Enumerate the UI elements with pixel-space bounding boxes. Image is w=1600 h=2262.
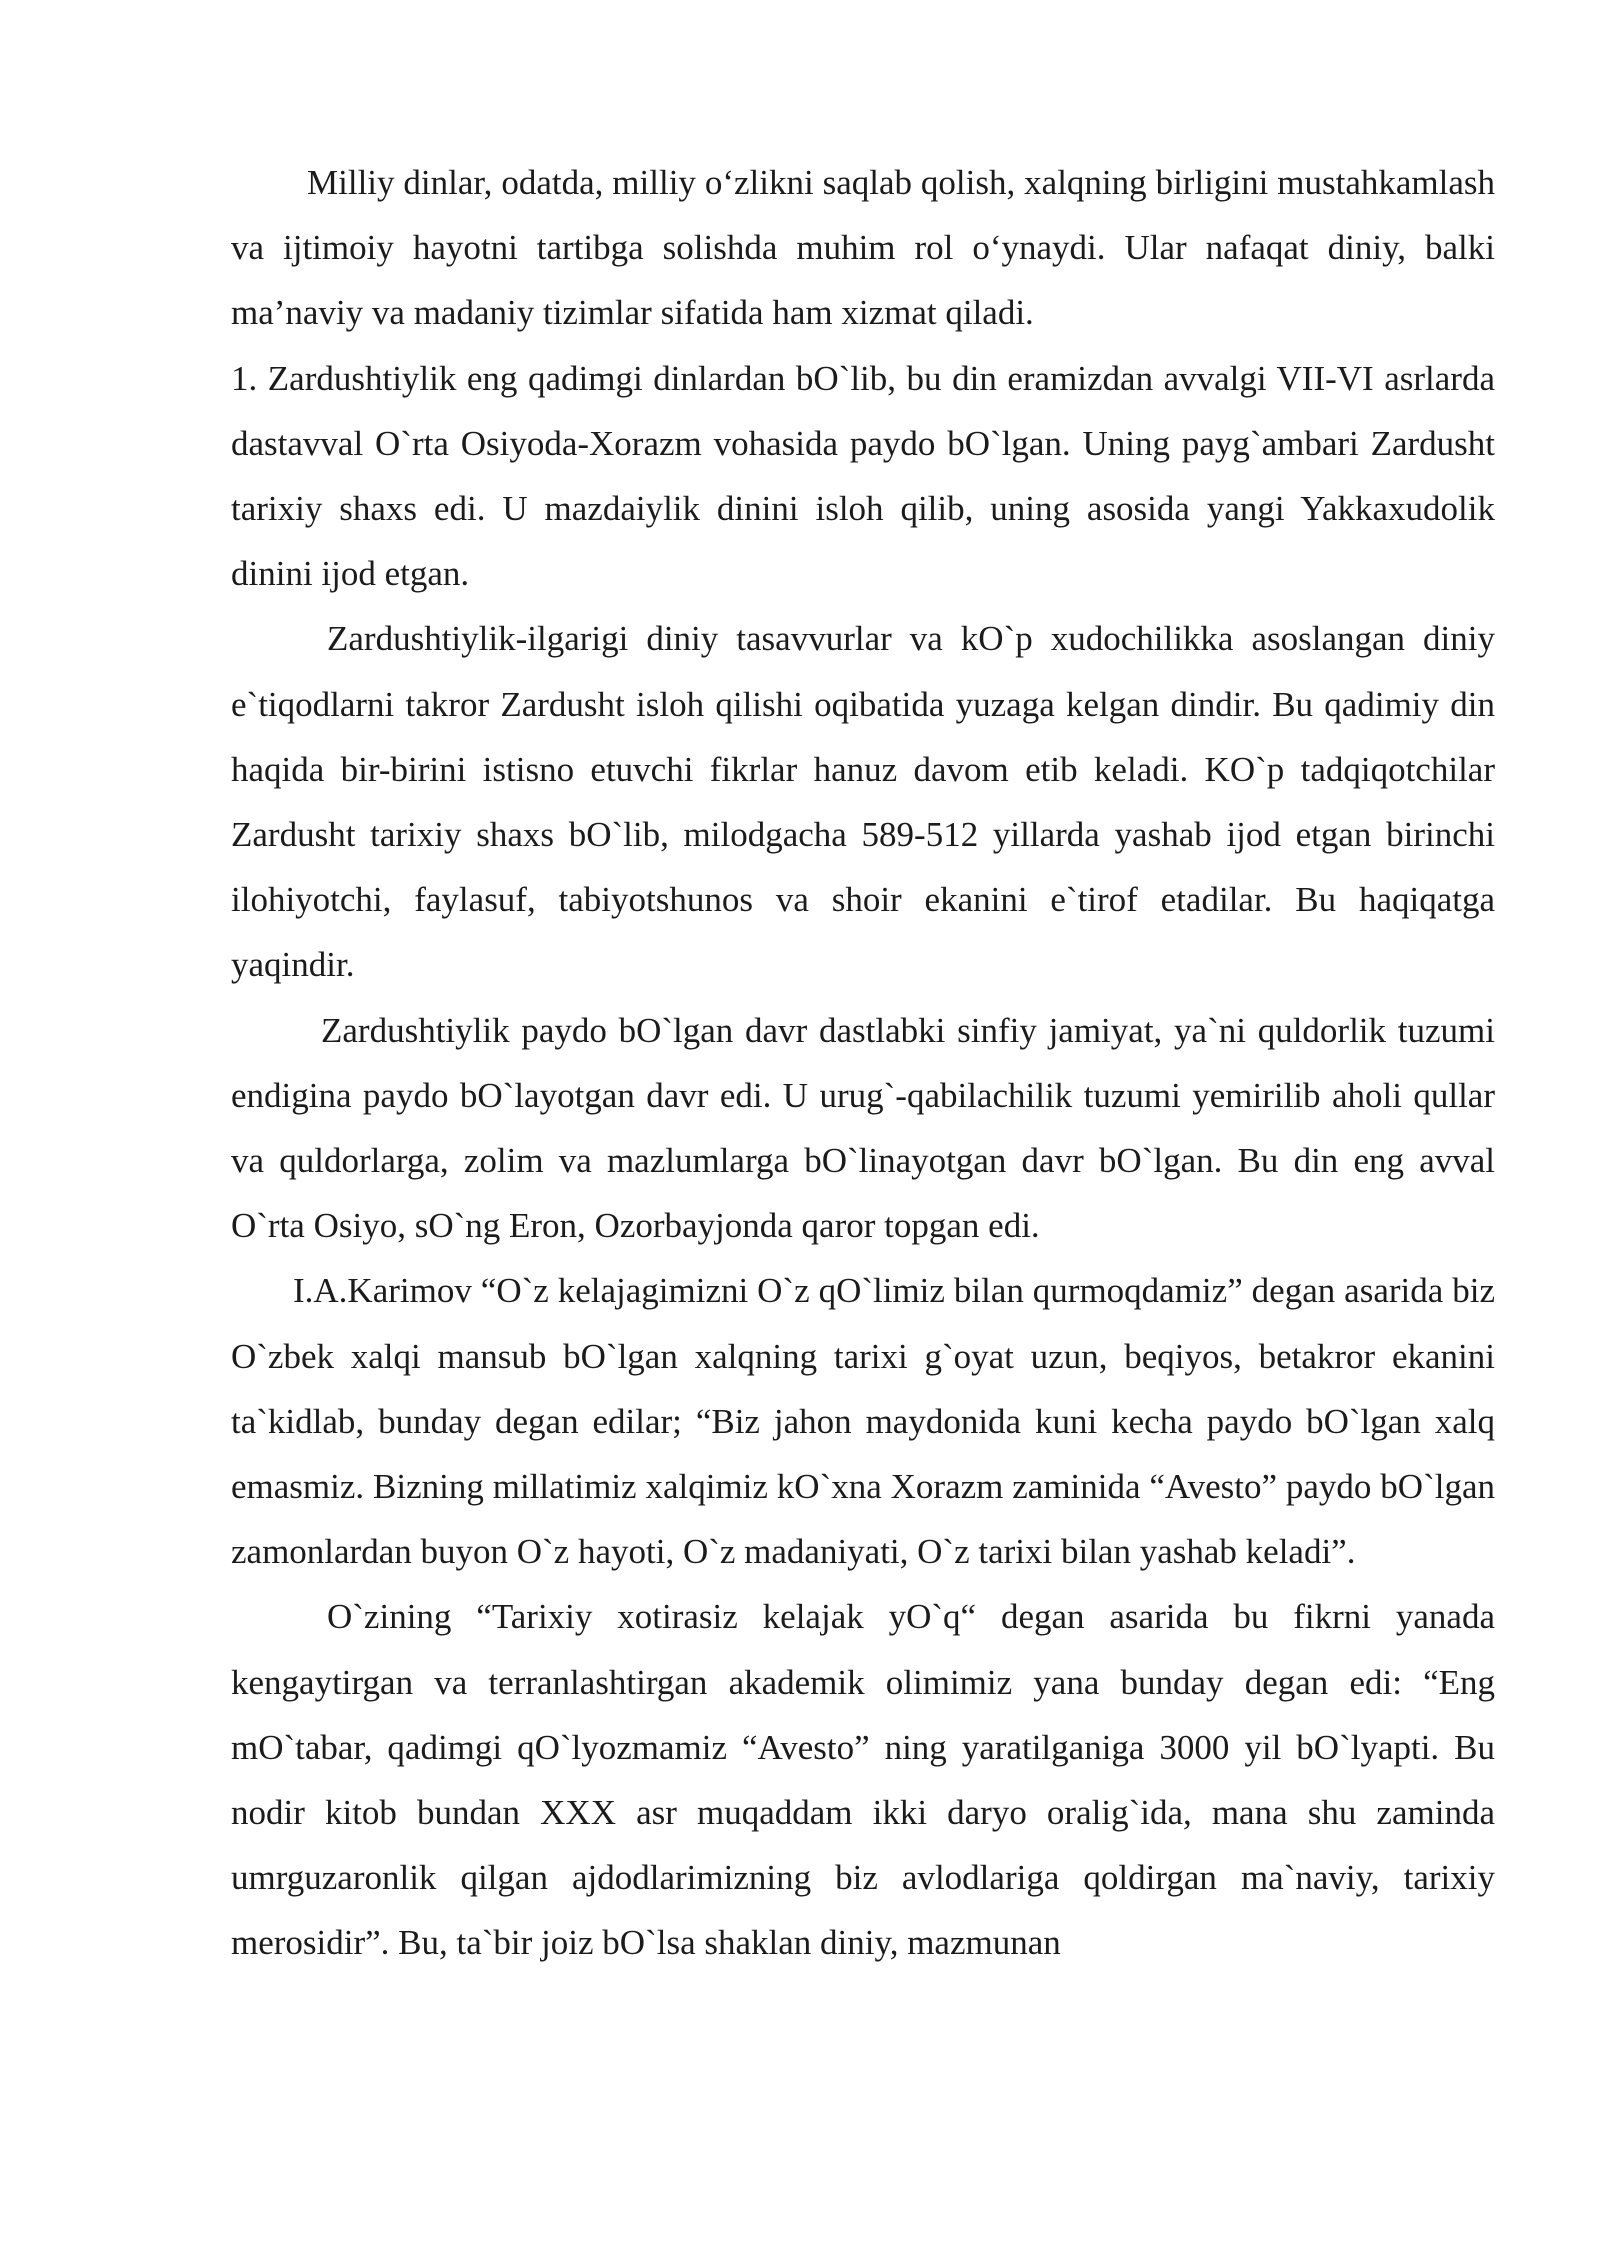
paragraph-avesto-heritage: O`zining “Tarixiy xotirasiz kelajak yO`q“ degan asarida bu fikrni yanada kengaytirgan va terranlashtirgan akademik olimimiz yana bunday degan edi: “Eng mO`tabar, qadimgi qO`lyozmamiz “Avesto” ning yaratilganiga 3000 yil bO`lyapti. Bu nodir kitob bundan XXX asr muqaddam ikki daryo oralig`ida, mana shu zaminda umrguzaronlik qilgan ajdodlarimizning biz avlodlariga qoldirgan ma`naviy, tarixiy merosidir”. Bu, ta`bir joiz bO`lsa shaklan diniy, mazmunan — [231, 1597, 1495, 1963]
paragraph-zoroastrianism-origin: 1. Zardushtiylik eng qadimgi dinlardan bO`lib, bu din eramizdan avvalgi VII-VI asrlarda dastavval O`rta Osiyoda-Xorazm vohasida paydo bO`lgan. Uning payg`ambari Zardusht tarixiy shaxs edi. U mazdaiylik dinini isloh qilib, uning asosida yangi Yakkaxudolik dinini ijod etgan. — [231, 358, 1495, 594]
paragraph-historical-period: Zardushtiylik paydo bO`lgan davr dastlabki sinfiy jamiyat, ya`ni quldorlik tuzumi endigina paydo bO`layotgan davr edi. U urug`-qabilachilik tuzumi yemirilib aholi qullar va quldorlarga, zolim va mazlumlarga bO`linayotgan davr bO`lgan. Bu din eng avval O`rta Osiyo, sO`ng Eron, Ozorbayjonda qaror topgan edi. — [231, 1010, 1495, 1246]
paragraph-national-religions: Milliy dinlar, odatda, milliy o‘zlikni saqlab qolish, xalqning birligini mustahkamlash va ijtimoiy hayotni tartibga solishda muhim rol o‘ynaydi. Ular nafaqat diniy, balki ma’naviy va madaniy tizimlar sifatida ham xizmat qiladi. — [231, 163, 1495, 333]
paragraph-zoroastrianism-reform: Zardushtiylik-ilgarigi diniy tasavvurlar va kO`p xudochilikka asoslangan diniy e`tiqodlarni takror Zardusht isloh qilishi oqibatida yuzaga kelgan dindir. Bu qadimiy din haqida bir-birini istisno etuvchi fikrlar hanuz davom etib keladi. KO`p tadqiqotchilar Zardusht tarixiy shaxs bO`lib, milodgacha 589-512 yillarda yashab ijod etgan birinchi ilohiyotchi, faylasuf, tabiyotshunos va shoir ekanini e`tirof etadilar. Bu haqiqatga yaqindir. — [231, 619, 1495, 985]
body-text — [231, 150, 1495, 1976]
paragraph-karimov-quote: I.A.Karimov “O`z kelajagimizni O`z qO`limiz bilan qurmoqdamiz” degan asarida biz O`zbek xalqi mansub bO`lgan xalqning tarixi g`oyat uzun, beqiyos, betakror ekanini ta`kidlab, bunday degan edilar; “Biz jahon maydonida kuni kecha paydo bO`lgan xalq emasmiz. Bizning millatimiz xalqimiz kO`xna Xorazm zaminida “Avesto” paydo bO`lgan zamonlardan buyon O`z hayoti, O`z madaniyati, O`z tarixi bilan yashab keladi”. — [231, 1271, 1495, 1572]
